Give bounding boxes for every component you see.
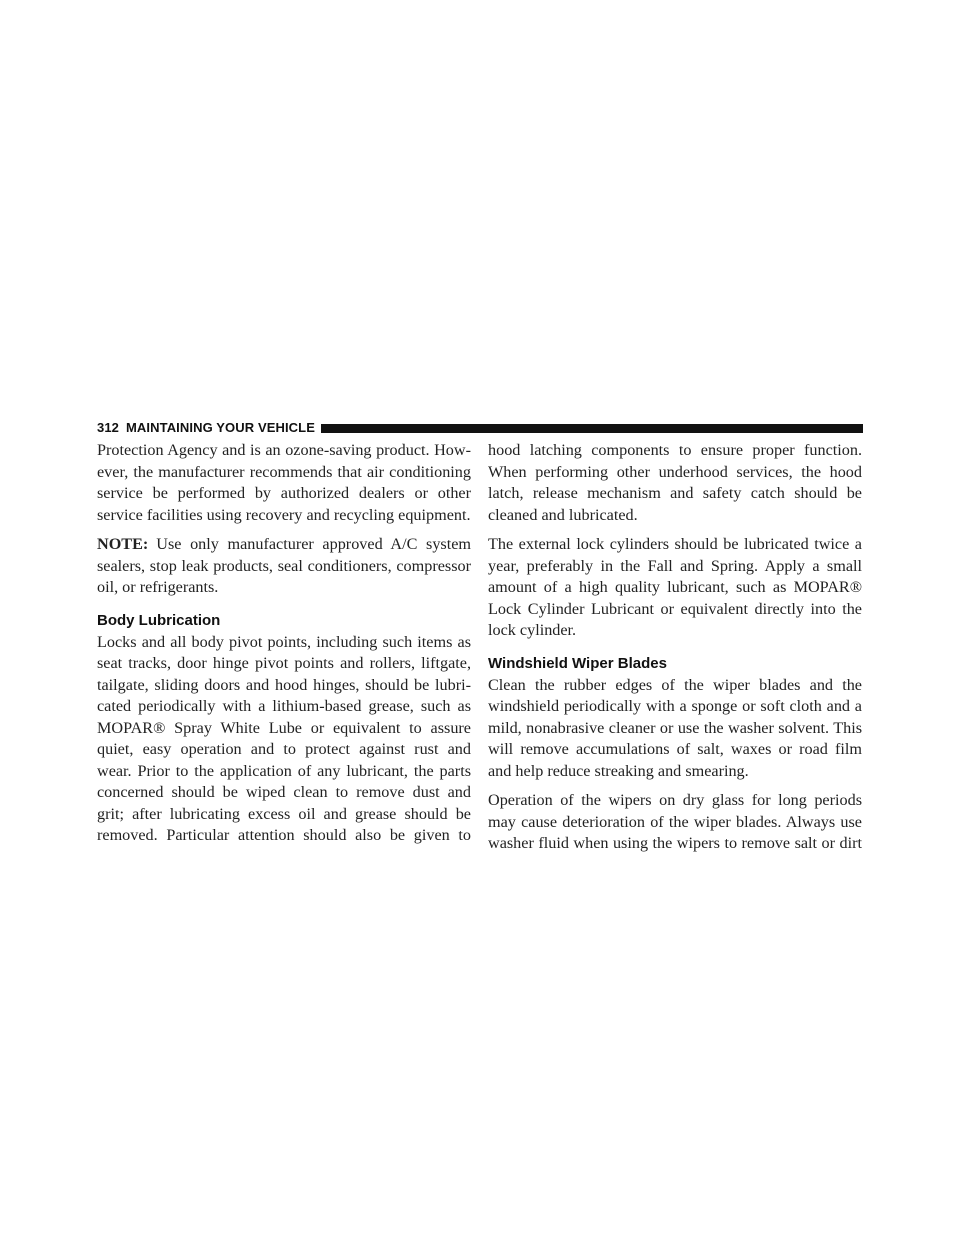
text-line: grit; after lubricating excess oil and grease should be [97,804,471,823]
ac-service-paragraph [97,440,471,526]
left-column [97,440,471,847]
lock-cylinder-paragraph [488,534,862,642]
header-rule [321,424,863,433]
text-line: Clean the rubber edges of the wiper blades and the [488,675,862,694]
text-line: amount of a high quality lubricant, such as MOPAR® [488,578,862,596]
text-line: sealers, stop leak products, seal conditioners, compressor [97,556,471,575]
text-line: wear. Prior to the application of any lubricant, the parts [97,761,471,780]
text-line: Locks and all body pivot points, including such items as [97,632,471,651]
text-line: mild, nonabrasive cleaner or use the washer solvent. This [488,718,862,737]
page-number: 312 [97,420,119,435]
text-line: Lock Cylinder Lubricant or equivalent directly into the [488,599,862,618]
text-line: may cause deterioration of the wiper blades. Always use [488,812,862,831]
text-line: year, preferably in the Fall and Spring. Apply a small [488,556,862,575]
text-line: Operation of the wipers on dry glass for long periods [488,791,862,809]
hood-latch-paragraph [488,440,862,526]
text-line: windshield periodically with a sponge or soft cloth and a [488,697,862,715]
text-line: removed. Particular attention should also be given to [97,826,471,844]
body-lubrication-heading: Body Lubrication [97,611,221,629]
text-line: oil, or refrigerants. [97,578,219,596]
text-line: service facilities using recovery and recycling equipment. [97,505,471,524]
running-header [97,418,863,438]
wiper-cleaning-paragraph [488,675,862,783]
text-line: tailgate, sliding doors and hood hinges, should be lubri- [97,675,471,694]
text-line: latch, release mechanism and safety catch should be [488,484,862,502]
text-line: washer fluid when using the wipers to remove salt or dirt [488,834,862,852]
text-line [97,534,471,556]
text-line: service be performed by authorized dealers or other [97,484,471,502]
text-line: and help reduce streaking and smearing. [488,761,749,780]
text-line: lock cylinder. [488,621,577,639]
text-line: hood latching components to ensure proper function. [488,441,862,459]
text-line: cleaned and lubricated. [488,505,638,524]
note-label: NOTE: [97,535,149,553]
right-column [488,440,862,855]
text-line: cated periodically with a lithium-based grease, such as [97,697,471,715]
text-line: The external lock cylinders should be lubricated twice a [488,535,862,553]
body-lubrication-paragraph [97,632,471,847]
text-line: Protection Agency and is an ozone-saving product. How- [97,441,471,459]
wiper-operation-paragraph [488,790,862,855]
windshield-wiper-heading: Windshield Wiper Blades [488,654,667,672]
text-line: will remove accumulations of salt, waxes or road film [488,740,862,758]
text-line: concerned should be wiped clean to remove dust and [97,783,471,801]
section-title: MAINTAINING YOUR VEHICLE [126,420,315,435]
text-line: ever, the manufacturer recommends that air conditioning [97,462,471,481]
text-line: quiet, easy operation and to protect against rust and [97,740,471,758]
text-line: seat tracks, door hinge pivot points and rollers, liftgate, [97,654,471,672]
note-paragraph [97,534,471,599]
note-text: Use only manufacturer approved A/C system [156,535,471,553]
text-line: MOPAR® Spray White Lube or equivalent to assure [97,718,471,737]
text-line: When performing other underhood services, the hood [488,462,862,481]
